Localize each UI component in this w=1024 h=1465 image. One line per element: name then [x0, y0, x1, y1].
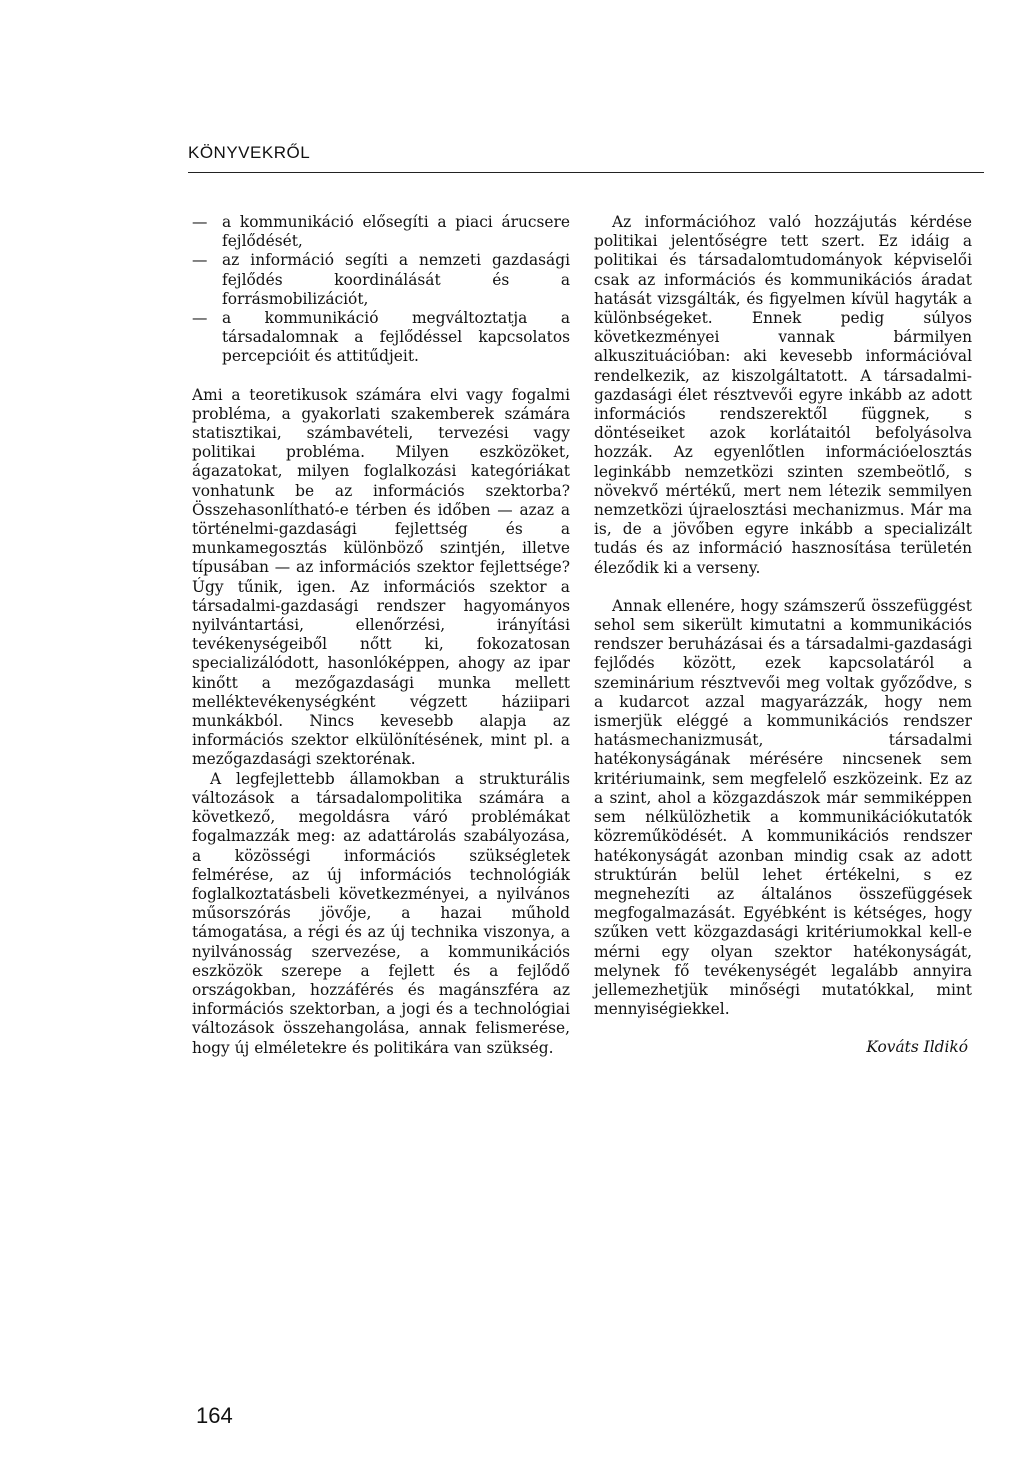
bullet-list: [192, 213, 570, 367]
right-column: [594, 213, 972, 1058]
bullet-text: a kommunikáció elősegíti a piaci árucsere fejlődését,: [222, 213, 570, 251]
left-column: [192, 213, 570, 1058]
bullet-dash: —: [192, 309, 208, 328]
bullet-item: [192, 213, 570, 251]
bullet-dash: —: [192, 251, 208, 270]
page-number: 164: [196, 1403, 233, 1428]
body-paragraph: Annak ellenére, hogy számszerű összefüggést sehol sem sikerült kimutatni a kommunikációs rendszer beruházásai és a társadalmi-gazdasági fejlődés között, ezek kapcsolatáról a szeminárium résztvevői meg voltak győződve, s a kudarcot azzal magyarázzák, hogy nem ismerjük eléggé a kommunikációs rendszer hatásmechanizmusát, társadalmi hatékonyságának mérésére nincsenek sem kritériumaink, sem megfelelő eszközeink. Ez az a szint, ahol a közgazdászok már semmiképpen sem nélkülözhetik a kommunikációkutatók közreműködését. A kommunikációs rendszer hatékonyságát azonban mindig csak az adott struktúrán belül lehet értékelni, s ez megnehezíti az általános összefüggések megfogalmazását. Egyébként is kétséges, hogy szűken vett közgazdasági kritériumokkal kell-e mérni egy olyan szektor hatékonyságát, melynek fő tevékenységét legalább annyira jellemezhetjük minőségi mutatókkal, mint mennyiségiekkel.: [594, 596, 972, 1019]
header-rule: [188, 172, 984, 173]
body-paragraph: A legfejlettebb államokban a strukturális változások a társadalompolitika számára a következő, megoldásra váró problémákat fogalmazzák meg: az adattárolás szabályozása, a közösségi információs szükségletek felmérése, az új információs technológiák foglalkoztatásbeli következményei, a nyilvános műsorszórás jövője, a hazai műhold támogatása, a régi és az új technika viszonya, a nyilvánosság szervezése, a kommunikációs eszközök szerepe a fejlett és a fejlődő országokban, hozzáférés és magánszféra az információs szektorban, a jogi és a technológiai változások összehangolása, annak felismerése, hogy új elméletekre és politikára van szükség.: [192, 769, 570, 1057]
bullet-item: [192, 309, 570, 367]
bullet-text: az információ segíti a nemzeti gazdasági fejlődés koordinálását és a forrásmobilizációt,: [222, 251, 570, 308]
bullet-text: a kommunikáció megváltoztatja a társadalomnak a fejlődéssel kapcsolatos percepcióit és attitűdjeit.: [222, 309, 570, 366]
section-header: KÖNYVEKRŐL: [188, 143, 311, 162]
body-paragraph: Az információhoz való hozzájutás kérdése politikai jelentőségre tett szert. Ez idáig a politikai és társadalomtudományok képviselői csak az információs és kommunikációs áradat hatását vizsgálták, és figyelmen kívül hagyták a különbségeket. Ennek pedig súlyos következményei vannak bármilyen alkuszituációban: aki kevesebb információval rendelkezik, az kiszolgáltatott. A társadalmi-gazdasági élet résztvevői egyre inkább az adott információs rendszerektől függnek, s döntéseiket azok korlátaitól befolyásolva hozzák. Az egyenlőtlen információelosztás leginkább nemzetközi szinten szembeötlő, s növekvő mértékű, mert nem létezik semmilyen nemzetközi újraelosztási mechanizmus. Már ma is, de a jövőben egyre inkább a specializált tudás és az információ hasznosítása területén éleződik ki a verseny.: [594, 213, 972, 577]
author-signature: Kováts Ildikó: [866, 1038, 968, 1057]
bullet-dash: —: [192, 213, 208, 231]
bullet-item: [192, 251, 570, 309]
body-paragraph: Ami a teoretikusok számára elvi vagy fogalmi probléma, a gyakorlati szakemberek számára statisztikai, számbavételi, tervezési vagy politikai probléma. Milyen eszközöket, ágazatokat, milyen foglalkozási kategóriákat vonhatunk be az információs szektorba? Összehasonlítható-e térben és időben — azaz a történelmi-gazdasági fejlettség és a munkamegosztás különböző szintjén, illetve típusában — az információs szektor fejlettsége? Úgy tűnik, igen. Az információs szektor a társadalmi-gazdasági rendszer hagyományos nyilvántartási, ellenőrzési, irányítási tevékenységeiből nőtt ki, fokozatosan specializálódott, hasonlóképpen, ahogy az ipar kinőtt a mezőgazdasági munka mellett melléktevékenységként végzett háziipari munkákból. Nincs kevesebb alapja az információs szektor elkülönítésének, mint pl. a mezőgazdasági szektorénak.: [192, 385, 570, 769]
